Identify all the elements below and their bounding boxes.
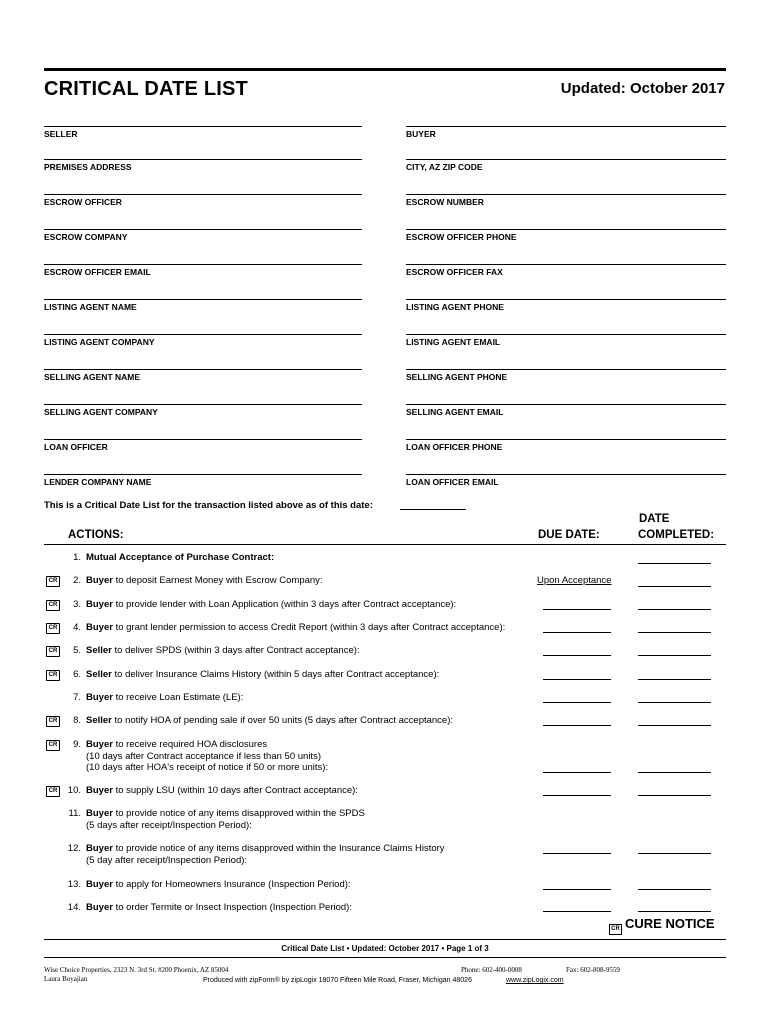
action-number: 4. bbox=[73, 622, 81, 633]
loan-officer-email-field[interactable] bbox=[406, 474, 726, 496]
action-number: 2. bbox=[73, 575, 81, 586]
action-text-line2: (5 days after receipt/Inspection Period): bbox=[86, 819, 252, 831]
action-party: Buyer bbox=[86, 785, 113, 796]
listing-agent-phone-label: LISTING AGENT PHONE bbox=[406, 302, 504, 312]
cr-checkbox[interactable]: CR bbox=[46, 600, 60, 611]
action-text: to receive Loan Estimate (LE): bbox=[112, 692, 244, 703]
footer-rule-bottom bbox=[44, 957, 726, 958]
action-number: 6. bbox=[73, 669, 81, 680]
footer-agent: Laura Boyajian bbox=[44, 975, 88, 983]
date-completed-field[interactable] bbox=[638, 795, 711, 796]
escrow-number-field[interactable] bbox=[406, 194, 726, 216]
selling-agent-phone-label: SELLING AGENT PHONE bbox=[406, 372, 508, 382]
date-completed-field[interactable] bbox=[638, 772, 711, 773]
action-text: to order Termite or Insect Inspection (Inspection Period): bbox=[112, 902, 352, 913]
cr-checkbox[interactable]: CR bbox=[46, 740, 60, 751]
action-text: to deliver SPDS (within 3 days after Contract acceptance): bbox=[111, 645, 360, 656]
due-date-header: DUE DATE: bbox=[538, 529, 600, 541]
action-number: 8. bbox=[73, 715, 81, 726]
action-text-line2: (5 day after receipt/Inspection Period): bbox=[86, 854, 248, 866]
cr-checkbox[interactable]: CR bbox=[46, 786, 60, 797]
cr-checkbox[interactable]: CR bbox=[46, 623, 60, 634]
buyer-label: BUYER bbox=[406, 129, 436, 139]
page-title: CRITICAL DATE LIST bbox=[44, 78, 248, 100]
action-text: to receive required HOA disclosures bbox=[112, 739, 268, 750]
due-date-field[interactable] bbox=[543, 609, 611, 610]
cr-checkbox[interactable]: CR bbox=[46, 670, 60, 681]
escrow-officer-fax-label: ESCROW OFFICER FAX bbox=[406, 267, 503, 277]
lender-company-name-field[interactable] bbox=[44, 474, 362, 496]
action-text: to provide lender with Loan Application (within 3 days after Contract acceptance): bbox=[112, 599, 457, 610]
premises-address-field[interactable] bbox=[44, 159, 362, 181]
listing-agent-name-label: LISTING AGENT NAME bbox=[44, 302, 137, 312]
escrow-company-label: ESCROW COMPANY bbox=[44, 232, 128, 242]
cr-checkbox[interactable]: CR bbox=[46, 576, 60, 587]
date-completed-field[interactable] bbox=[638, 563, 711, 564]
loan-officer-phone-label: LOAN OFFICER PHONE bbox=[406, 442, 503, 452]
action-number: 12. bbox=[67, 843, 81, 854]
action-text: to grant lender permission to access Credit Report (within 3 days after Contract acceptance): bbox=[112, 622, 506, 633]
city-zip-field[interactable] bbox=[406, 159, 726, 181]
footer-phone: Phone: 602-400-0008 bbox=[461, 966, 522, 974]
loan-officer-label: LOAN OFFICER bbox=[44, 442, 108, 452]
action-text: to deliver Insurance Claims History (within 5 days after Contract acceptance): bbox=[111, 669, 440, 680]
action-party: Buyer bbox=[86, 575, 113, 586]
cure-notice-checkbox[interactable]: CR bbox=[609, 924, 622, 935]
date-completed-field[interactable] bbox=[638, 702, 711, 703]
footer-produced: Produced with zipForm® by zipLogix 18070 Fifteen Mile Road, Fraser, Michigan 48026 bbox=[203, 977, 472, 984]
footer-rule-top bbox=[44, 939, 726, 940]
escrow-company-field[interactable] bbox=[44, 229, 362, 251]
cr-checkbox[interactable]: CR bbox=[46, 716, 60, 727]
due-date-field[interactable] bbox=[543, 911, 611, 912]
due-date-field[interactable] bbox=[543, 679, 611, 680]
premises-address-label: PREMISES ADDRESS bbox=[44, 162, 132, 172]
action-text-line3: (10 days after HOA's receipt of notice if 50 or more units): bbox=[86, 762, 329, 773]
action-number: 13. bbox=[67, 879, 81, 890]
due-date-field[interactable] bbox=[543, 772, 611, 773]
action-number: 9. bbox=[73, 739, 81, 750]
date-completed-field[interactable] bbox=[638, 655, 711, 656]
loan-officer-email-label: LOAN OFFICER EMAIL bbox=[406, 477, 499, 487]
escrow-officer-phone-field[interactable] bbox=[406, 229, 726, 251]
escrow-number-label: ESCROW NUMBER bbox=[406, 197, 484, 207]
footer-company: Wise Choice Properties, 2323 N. 3rd St. #200 Phoenix, AZ 85004 bbox=[44, 966, 229, 974]
action-party: Seller bbox=[86, 715, 112, 726]
date-completed-field[interactable] bbox=[638, 679, 711, 680]
escrow-officer-fax-field[interactable] bbox=[406, 264, 726, 286]
action-party: Buyer bbox=[86, 739, 113, 750]
cure-notice-label: CURE NOTICE bbox=[625, 916, 715, 931]
intro-text: This is a Critical Date List for the transaction listed above as of this date: bbox=[44, 500, 373, 511]
action-party: Buyer bbox=[86, 692, 113, 703]
loan-officer-phone-field[interactable] bbox=[406, 439, 726, 461]
due-date-field[interactable] bbox=[543, 795, 611, 796]
escrow-officer-email-label: ESCROW OFFICER EMAIL bbox=[44, 267, 151, 277]
actions-header: ACTIONS: bbox=[68, 529, 124, 541]
action-number: 10. bbox=[67, 785, 81, 796]
header-divider bbox=[44, 544, 726, 545]
seller-field[interactable] bbox=[44, 126, 362, 148]
action-party: Seller bbox=[86, 645, 112, 656]
date-completed-field[interactable] bbox=[638, 853, 711, 854]
selling-agent-name-label: SELLING AGENT NAME bbox=[44, 372, 141, 382]
action-number: 1. bbox=[73, 552, 81, 563]
cr-checkbox[interactable]: CR bbox=[46, 646, 60, 657]
due-date-field[interactable] bbox=[543, 702, 611, 703]
lender-company-name-label: LENDER COMPANY NAME bbox=[44, 477, 152, 487]
action-text: to deposit Earnest Money with Escrow Company: bbox=[112, 575, 323, 586]
selling-agent-company-field[interactable] bbox=[44, 404, 362, 426]
action-text: to notify HOA of pending sale if over 50 units (5 days after Contract acceptance): bbox=[111, 715, 454, 726]
listing-agent-company-field[interactable] bbox=[44, 334, 362, 356]
selling-agent-phone-field[interactable] bbox=[406, 369, 726, 391]
listing-agent-email-field[interactable] bbox=[406, 334, 726, 356]
action-number: 7. bbox=[73, 692, 81, 703]
action-party: Buyer bbox=[86, 902, 113, 913]
listing-agent-name-field[interactable] bbox=[44, 299, 362, 321]
action-party: Buyer bbox=[86, 622, 113, 633]
seller-label: SELLER bbox=[44, 129, 78, 139]
footer-page-info: Critical Date List • Updated: October 2017 • Page 1 of 3 bbox=[281, 944, 489, 953]
selling-agent-email-field[interactable] bbox=[406, 404, 726, 426]
escrow-officer-label: ESCROW OFFICER bbox=[44, 197, 122, 207]
selling-agent-email-label: SELLING AGENT EMAIL bbox=[406, 407, 504, 417]
escrow-officer-email-field[interactable] bbox=[44, 264, 362, 286]
escrow-officer-field[interactable] bbox=[44, 194, 362, 216]
action-text: Mutual Acceptance of Purchase Contract: bbox=[86, 552, 275, 563]
date-completed-field[interactable] bbox=[638, 609, 711, 610]
date-completed-field[interactable] bbox=[638, 586, 711, 587]
listing-agent-company-label: LISTING AGENT COMPANY bbox=[44, 337, 155, 347]
action-party: Seller bbox=[86, 669, 112, 680]
action-party: Buyer bbox=[86, 879, 113, 890]
due-date-field[interactable] bbox=[543, 655, 611, 656]
completed-header: COMPLETED: bbox=[638, 529, 715, 541]
action-text: to supply LSU (within 10 days after Contract acceptance): bbox=[112, 785, 358, 796]
action-number: 5. bbox=[73, 645, 81, 656]
action-text-line2: (10 days after Contract acceptance if less than 50 units) bbox=[86, 750, 321, 762]
escrow-officer-phone-label: ESCROW OFFICER PHONE bbox=[406, 232, 517, 242]
selling-agent-name-field[interactable] bbox=[44, 369, 362, 391]
due-date-field[interactable] bbox=[543, 889, 611, 890]
due-date-field[interactable] bbox=[543, 725, 611, 726]
action-number: 3. bbox=[73, 599, 81, 610]
listing-agent-email-label: LISTING AGENT EMAIL bbox=[406, 337, 501, 347]
action-party: Buyer bbox=[86, 843, 113, 854]
action-party: Buyer bbox=[86, 808, 113, 819]
due-date-field[interactable] bbox=[543, 853, 611, 854]
listing-agent-phone-field[interactable] bbox=[406, 299, 726, 321]
date-completed-field[interactable] bbox=[638, 911, 711, 912]
top-rule bbox=[44, 68, 726, 71]
action-text: to apply for Homeowners Insurance (Inspection Period): bbox=[112, 879, 351, 890]
updated-date: Updated: October 2017 bbox=[560, 80, 725, 97]
city-zip-label: CITY, AZ ZIP CODE bbox=[406, 162, 483, 172]
action-number: 11. bbox=[68, 808, 81, 819]
intro-date-field[interactable] bbox=[400, 509, 466, 510]
action-text: to provide notice of any items disapproved within the SPDS bbox=[112, 808, 365, 819]
footer-fax: Fax: 602-808-9559 bbox=[566, 966, 620, 974]
date-header: DATE bbox=[639, 513, 670, 525]
due-date-value[interactable]: Upon Acceptance bbox=[537, 575, 612, 586]
selling-agent-company-label: SELLING AGENT COMPANY bbox=[44, 407, 158, 417]
date-completed-field[interactable] bbox=[638, 889, 711, 890]
action-number: 14. bbox=[67, 902, 81, 913]
buyer-field[interactable] bbox=[406, 126, 726, 148]
date-completed-field[interactable] bbox=[638, 632, 711, 633]
action-party: Buyer bbox=[86, 599, 113, 610]
footer-url-link[interactable]: www.zipLogix.com bbox=[506, 977, 564, 984]
loan-officer-field[interactable] bbox=[44, 439, 362, 461]
due-date-field[interactable] bbox=[543, 632, 611, 633]
date-completed-field[interactable] bbox=[638, 725, 711, 726]
action-text: to provide notice of any items disapproved within the Insurance Claims History bbox=[112, 843, 445, 854]
